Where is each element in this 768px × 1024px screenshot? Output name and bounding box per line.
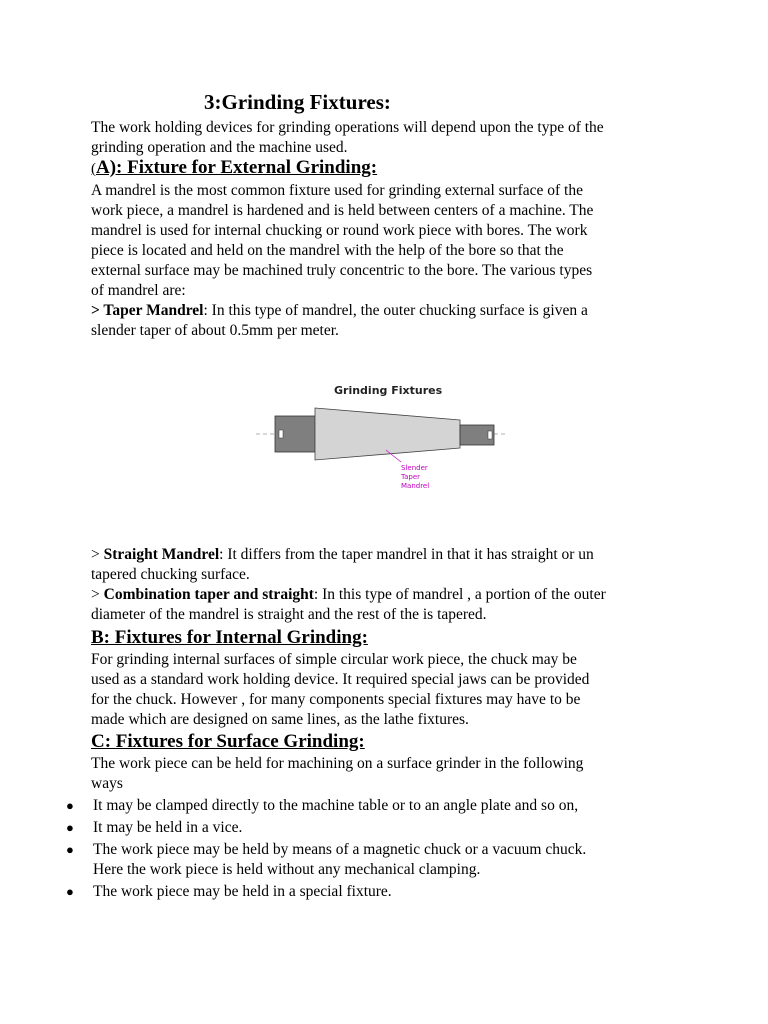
section-a-line: work piece, a mandrel is hardened and is held between centers of a machine. The [91,202,594,219]
figure-label [401,464,429,491]
combination-prefix: > [91,586,104,603]
section-a-paren: ( [91,161,96,177]
right-center-hole [488,431,492,439]
list-item-text: It may be held in a vice. [93,819,243,836]
straight-prefix: > [91,546,104,563]
list-item [64,796,704,816]
section-a-line: of mandrel are: [91,282,186,299]
combination-line: diameter of the mandrel is straight and the rest of the is tapered. [91,606,487,623]
combination-line [91,585,691,605]
taper-mandrel-text: : In this type of mandrel, the outer chucking surface is given a [203,302,588,319]
section-a-heading [91,157,377,179]
list-item-text: Here the work piece is held without any mechanical clamping. [93,861,481,878]
surface-grinding-list [64,796,704,904]
list-item-text: The work piece may be held by means of a magnetic chuck or a vacuum chuck. [93,841,587,858]
bullet-icon: ● [66,842,74,857]
list-item [64,840,704,880]
figure-label-line: Slender [401,464,428,472]
straight-mandrel-text: : It differs from the taper mandrel in that it has straight or un [219,546,594,563]
section-a-heading-text: A): Fixture for External Grinding: [96,157,378,178]
section-a-line: external surface may be machined truly concentric to the bore. The various types [91,262,593,279]
section-b-paragraph [91,650,691,730]
section-b-line: used as a standard work holding device. It required special jaws can be provided [91,671,590,688]
list-item [64,882,704,902]
taper-mandrel-line [91,301,691,321]
bullet-icon: ● [66,798,74,813]
section-b-line: for the chuck. However , for many components special fixtures may have to be [91,691,581,708]
intro-line: The work holding devices for grinding operations will depend upon the type of the [91,119,604,136]
section-c-line: The work piece can be held for machining on a surface grinder in the following [91,755,584,772]
section-c-line: ways [91,775,123,792]
intro-paragraph [91,118,691,158]
combination-text: : In this type of mandrel , a portion of the outer [313,586,606,603]
mandrel-taper-body [315,408,460,460]
section-c-heading: C: Fixtures for Surface Grinding: [91,731,365,752]
straight-mandrel-label: Straight Mandrel [103,546,220,563]
figure-title: Grinding Fixtures [334,384,443,397]
section-b-line: For grinding internal surfaces of simple circular work piece, the chuck may be [91,651,577,668]
list-item-text: It may be clamped directly to the machine table or to an angle plate and so on, [93,797,579,814]
straight-mandrel-line: tapered chucking surface. [91,566,250,583]
section-b-heading: B: Fixtures for Internal Grinding: [91,627,368,648]
section-b-line: made which are designed on same lines, as the lathe fixtures. [91,711,469,728]
figure-label-line: Taper [401,473,421,481]
bullet-icon: ● [66,820,74,835]
section-a-paragraph [91,181,691,341]
bullet-icon: ● [66,884,74,899]
list-item-text: The work piece may be held in a special fixture. [93,883,392,900]
straight-mandrel-line [91,545,691,565]
taper-mandrel-line: slender taper of about 0.5mm per meter. [91,322,339,339]
left-center-hole [279,430,283,438]
section-a-line: mandrel is used for internal chucking or round work piece with bores. The work [91,222,588,239]
section-a-line: piece is located and held on the mandrel with the help of the bore so that the [91,242,564,259]
page-title: 3:Grinding Fixtures: [204,90,391,114]
taper-mandrel-figure [256,380,506,500]
intro-line: grinding operation and the machine used. [91,139,348,156]
figure-label-line: Mandrel [401,482,430,490]
combination-label: Combination taper and straight [103,586,314,603]
section-a-line: A mandrel is the most common fixture used for grinding external surface of the [91,182,583,199]
mandrel-types-paragraph [91,545,691,625]
taper-mandrel-label: > Taper Mandrel [91,302,204,319]
section-c-paragraph [91,754,691,794]
list-item [64,818,704,838]
